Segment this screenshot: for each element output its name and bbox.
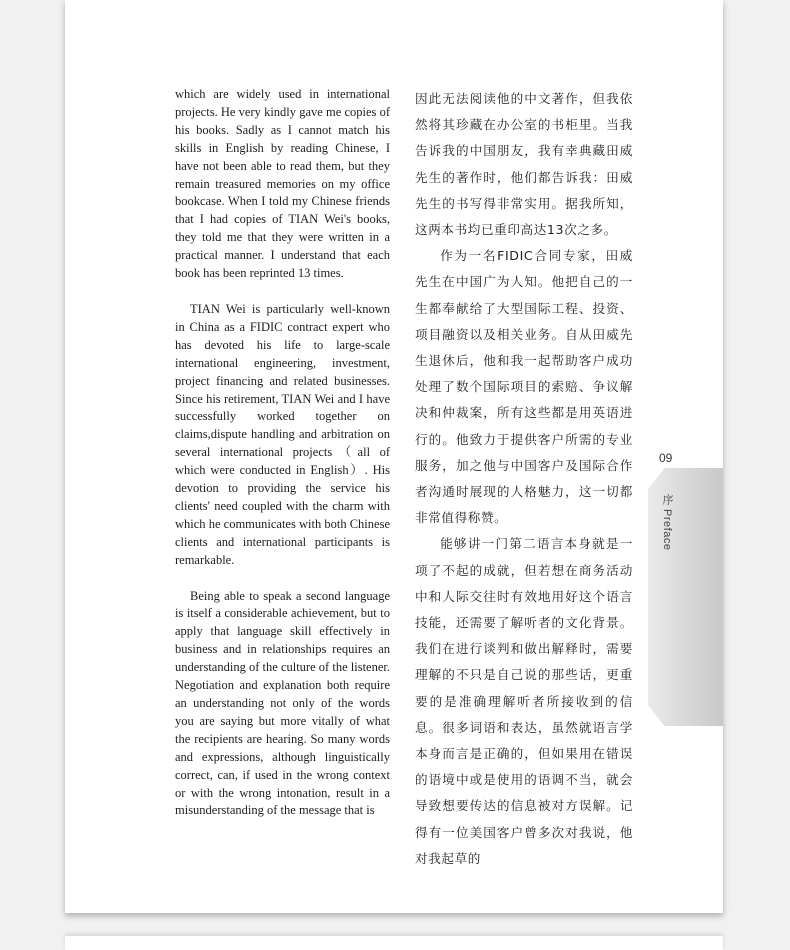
english-paragraph-3: Being able to speak a second language is itself a considerable achievement, but to apply that language skill effectively in business and in relationships requires an understanding of the culture of the listener. Negotiation and explanation both require an understanding not only of the words you are saying but more vitally of what the recipients are hearing. So many words and expressions, although linguistically correct, can, if used in the wrong context or with the wrong intonation, result in a misunderstanding of the message that is <box>175 588 390 818</box>
page-number: 09 <box>659 451 673 465</box>
english-paragraph-2: TIAN Wei is particularly well-known in China as a FIDIC contract expert who has devoted his life to large-scale international engineering, investment, project financing and related businesses. Since his retirement, TIAN Wei and I have successfully worked together on claims,dispute handling and arbitration on several international projects（all of which were conducted in English）. His devotion to providing the service his clients' need coupled with the charm with which he communicates with both Chinese clients and international participants is remarkable. <box>175 301 390 567</box>
chinese-paragraph-2: 作为一名FIDIC合同专家，田威先生在中国广为人知。他把自己的一生都奉献给了大型国际工程、投资、项目融资以及相关业务。自从田威先生退休后，他和我一起帮助客户成功处理了数个国际项目的索赔、争议解决和仲裁案，所有这些都是用英语进行的。他致力于提供客户所需的专业服务，加之他与中国客户及国际合作者沟通时展现的人格魅力，这一切都非常值得称赞。 <box>415 248 633 526</box>
chinese-paragraph-3: 能够讲一门第二语言本身就是一项了不起的成就，但若想在商务活动中和人际交往时有效地用好这个语言技能，还需要了解听者的文化背景。我们在进行谈判和做出解释时，需要理解的不只是自己说的那些话，更重要的是准确理解听者所接收到的信息。很多词语和表达，虽然就语言学本身而言是正确的，但如果用在错误的语境中或是使用的语调不当，就会导致想要传达的信息被对方误解。记得有一位美国客户曾多次对我说，他对我起草的 <box>415 536 633 866</box>
section-label: 序 Preface <box>661 494 673 551</box>
chinese-paragraph-1: 因此无法阅读他的中文著作，但我依然将其珍藏在办公室的书柜里。当我告诉我的中国朋友，我有幸典藏田威先生的著作时，他们都告诉我：田威先生的书写得非常实用。据我所知，这两本书均已重印高达13次之多。 <box>415 91 633 238</box>
next-page-edge <box>65 936 723 950</box>
english-paragraph-1: which are widely used in international projects. He very kindly gave me copies of his books. Sadly as I cannot match his skills in English by reading Chinese, I have not been able to read them, but they remain treasured memories on my office bookcase. When I told my Chinese friends that I had copies of TIAN Wei's books, they told me that they were written in a practical manner. I understand that each book has been reprinted 13 times. <box>175 87 390 281</box>
chinese-column <box>415 86 633 872</box>
english-column <box>175 86 390 838</box>
book-page <box>65 0 723 913</box>
